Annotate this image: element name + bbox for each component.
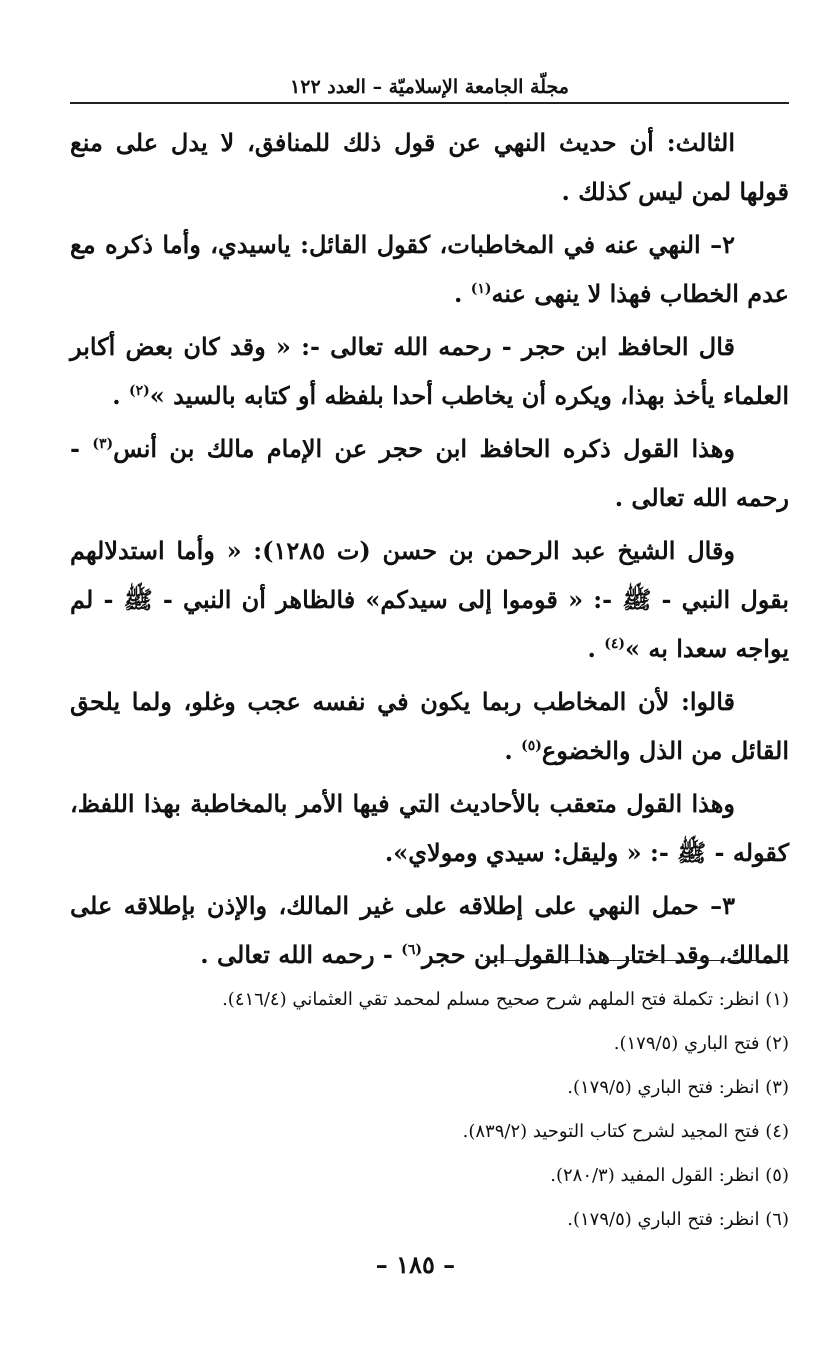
- paragraph-6: قالوا: لأن المخاطب ربما يكون في نفسه عجب وغلو، ولما يلحق القائل من الذل والخضوع$^{(٥)}$ .: [70, 687, 789, 765]
- footnote-ref-3: (٣): [92, 436, 114, 452]
- footnote-6: (٦) انظر: فتح الباري (١٧٩/٥).: [567, 1209, 789, 1230]
- footnote-ref-1: (١): [470, 281, 492, 297]
- footnote-ref-4: (٤): [604, 636, 625, 652]
- journal-header: [70, 72, 789, 104]
- paragraph-8: ٣– حمل النهي على إطلاقه على غير المالك، والإذن بإطلاقه على المالك، وقد اختار هذا القول ابن حجر$^{(٦)}$ - رحمه الله تعالى .: [70, 891, 789, 969]
- footnote-5: (٥) انظر: القول المفيد (٢٨٠/٣).: [550, 1165, 789, 1186]
- page-number: – ١٨٥ –: [375, 1250, 456, 1279]
- footnote-ref-2: (٢): [128, 383, 150, 399]
- paragraph-2: ٢– النهي عنه في المخاطبات، كقول القائل: ياسيدي، وأما ذكره مع عدم الخطاب فهذا لا ينهى عنه$^{(١)}$ .: [70, 230, 789, 308]
- footnote-3: (٣) انظر: فتح الباري (١٧٩/٥).: [567, 1077, 789, 1098]
- main-text: [70, 118, 789, 983]
- footnote-separator: [485, 960, 789, 961]
- paragraph-5: وقال الشيخ عبد الرحمن بن حسن (ت ١٢٨٥): « وأما استدلالهم بقول النبي - ﷺ -: « قوموا إلى سيدكم» فالظاهر أن النبي - ﷺ - لم يواجه سعدا به »$^{(٤)}$ .: [70, 536, 789, 663]
- footnote-2: (٢) فتح الباري (١٧٩/٥).: [613, 1033, 789, 1054]
- footnote-ref-5: (٥): [521, 738, 542, 754]
- paragraph-4: وهذا القول ذكره الحافظ ابن حجر عن الإمام مالك بن أنس$^{(٣)}$ - رحمه الله تعالى .: [70, 434, 789, 512]
- paragraph-1: الثالث: أن حديث النهي عن قول ذلك للمنافق، لا يدل على منع قولها لمن ليس كذلك .: [70, 128, 789, 206]
- footnote-ref-6: (٦): [401, 942, 423, 958]
- footnote-4: (٤) فتح المجيد لشرح كتاب التوحيد (٨٣٩/٢).: [462, 1121, 789, 1142]
- footnote-1: (١) انظر: تكملة فتح الملهم شرح صحيح مسلم لمحمد تقي العثماني (٤١٦/٤).: [222, 989, 789, 1010]
- paragraph-7: وهذا القول متعقب بالأحاديث التي فيها الأمر بالمخاطبة بهذا اللفظ، كقوله - ﷺ -: « وليقل: سيدي ومولاي».: [70, 789, 789, 867]
- journal-title: مجلّة الجامعة الإسلاميّة – العدد ١٢٢: [290, 76, 569, 98]
- footnotes: [70, 978, 789, 1242]
- paragraph-3: قال الحافظ ابن حجر - رحمه الله تعالى -: « وقد كان بعض أكابر العلماء يأخذ بهذا، ويكره أن يخاطب أحدا بلفظه أو كتابه بالسيد »$^{(٢)}$ .: [70, 332, 789, 410]
